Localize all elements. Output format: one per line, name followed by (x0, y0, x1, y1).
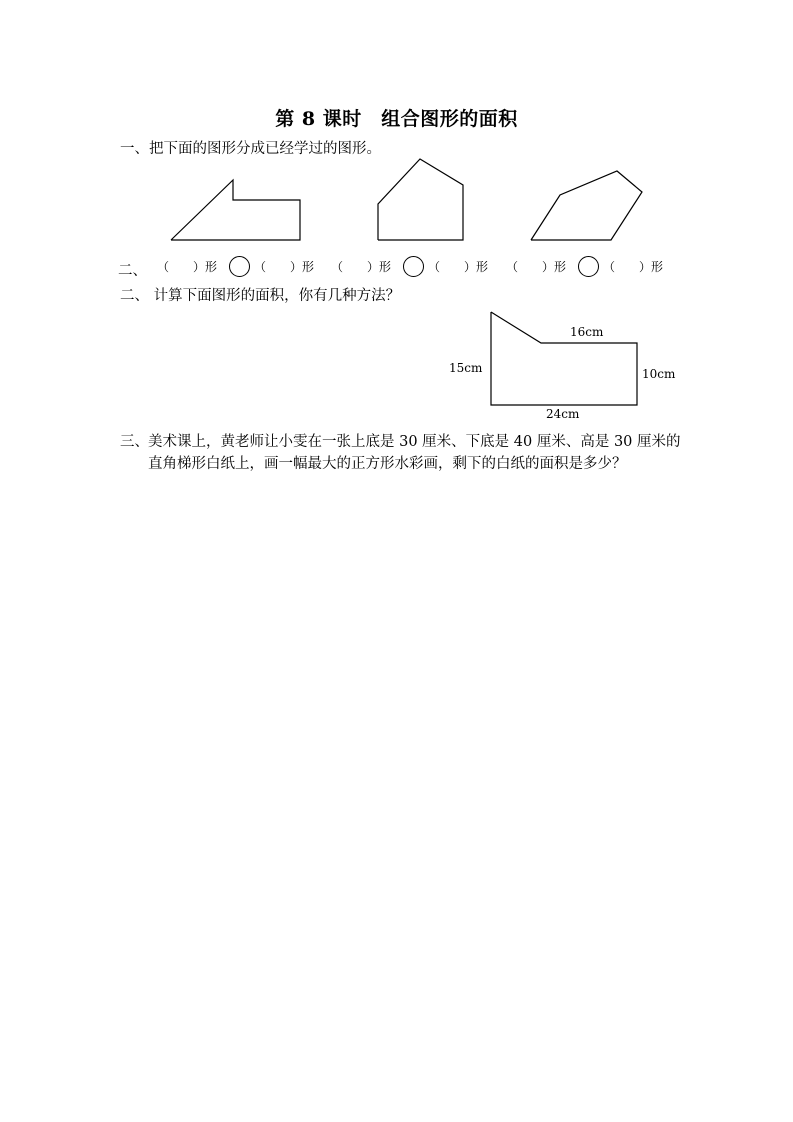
question-2-figure (491, 312, 637, 405)
blank-shape-1a[interactable]: （ ）形 (157, 260, 218, 274)
blank-shape-2b[interactable]: （ ）形 (428, 260, 489, 274)
blank-shape-3a[interactable]: （ ）形 (506, 260, 567, 274)
operator-circle-2[interactable] (403, 256, 424, 277)
dim-label-right: 10cm (642, 367, 676, 381)
blank-shape-2a[interactable]: （ ）形 (331, 260, 392, 274)
blank-shape-1b[interactable]: （ ）形 (254, 260, 315, 274)
answer-row-prefix: 二、 (118, 263, 147, 279)
dim-label-top: 16cm (570, 325, 604, 339)
question-1-prompt: 一、把下面的图形分成已经学过的图形。 (120, 141, 381, 157)
question-3-text: 美术课上，黄老师让小雯在一张上底是 30 厘米、下底是 40 厘米、高是 30 厘米的直角梯形白纸上，画一幅最大的正方形水彩画，剩下的白纸的面积是多少？ (148, 434, 681, 472)
operator-circle-1[interactable] (229, 256, 250, 277)
question-2-prompt: 二、 计算下面图形的面积，你有几种方法？ (120, 288, 401, 304)
dim-label-bottom: 24cm (546, 407, 580, 421)
blank-shape-3b[interactable]: （ ）形 (603, 260, 664, 274)
operator-circle-3[interactable] (578, 256, 599, 277)
page-title: 第 8 课时 组合图形的面积 (275, 108, 518, 130)
dim-label-left: 15cm (449, 361, 483, 375)
question-3-label: 三、 (120, 434, 149, 450)
figure-1-shape (171, 180, 300, 240)
figure-3-shape (531, 171, 642, 240)
figure-2-shape (378, 159, 463, 240)
